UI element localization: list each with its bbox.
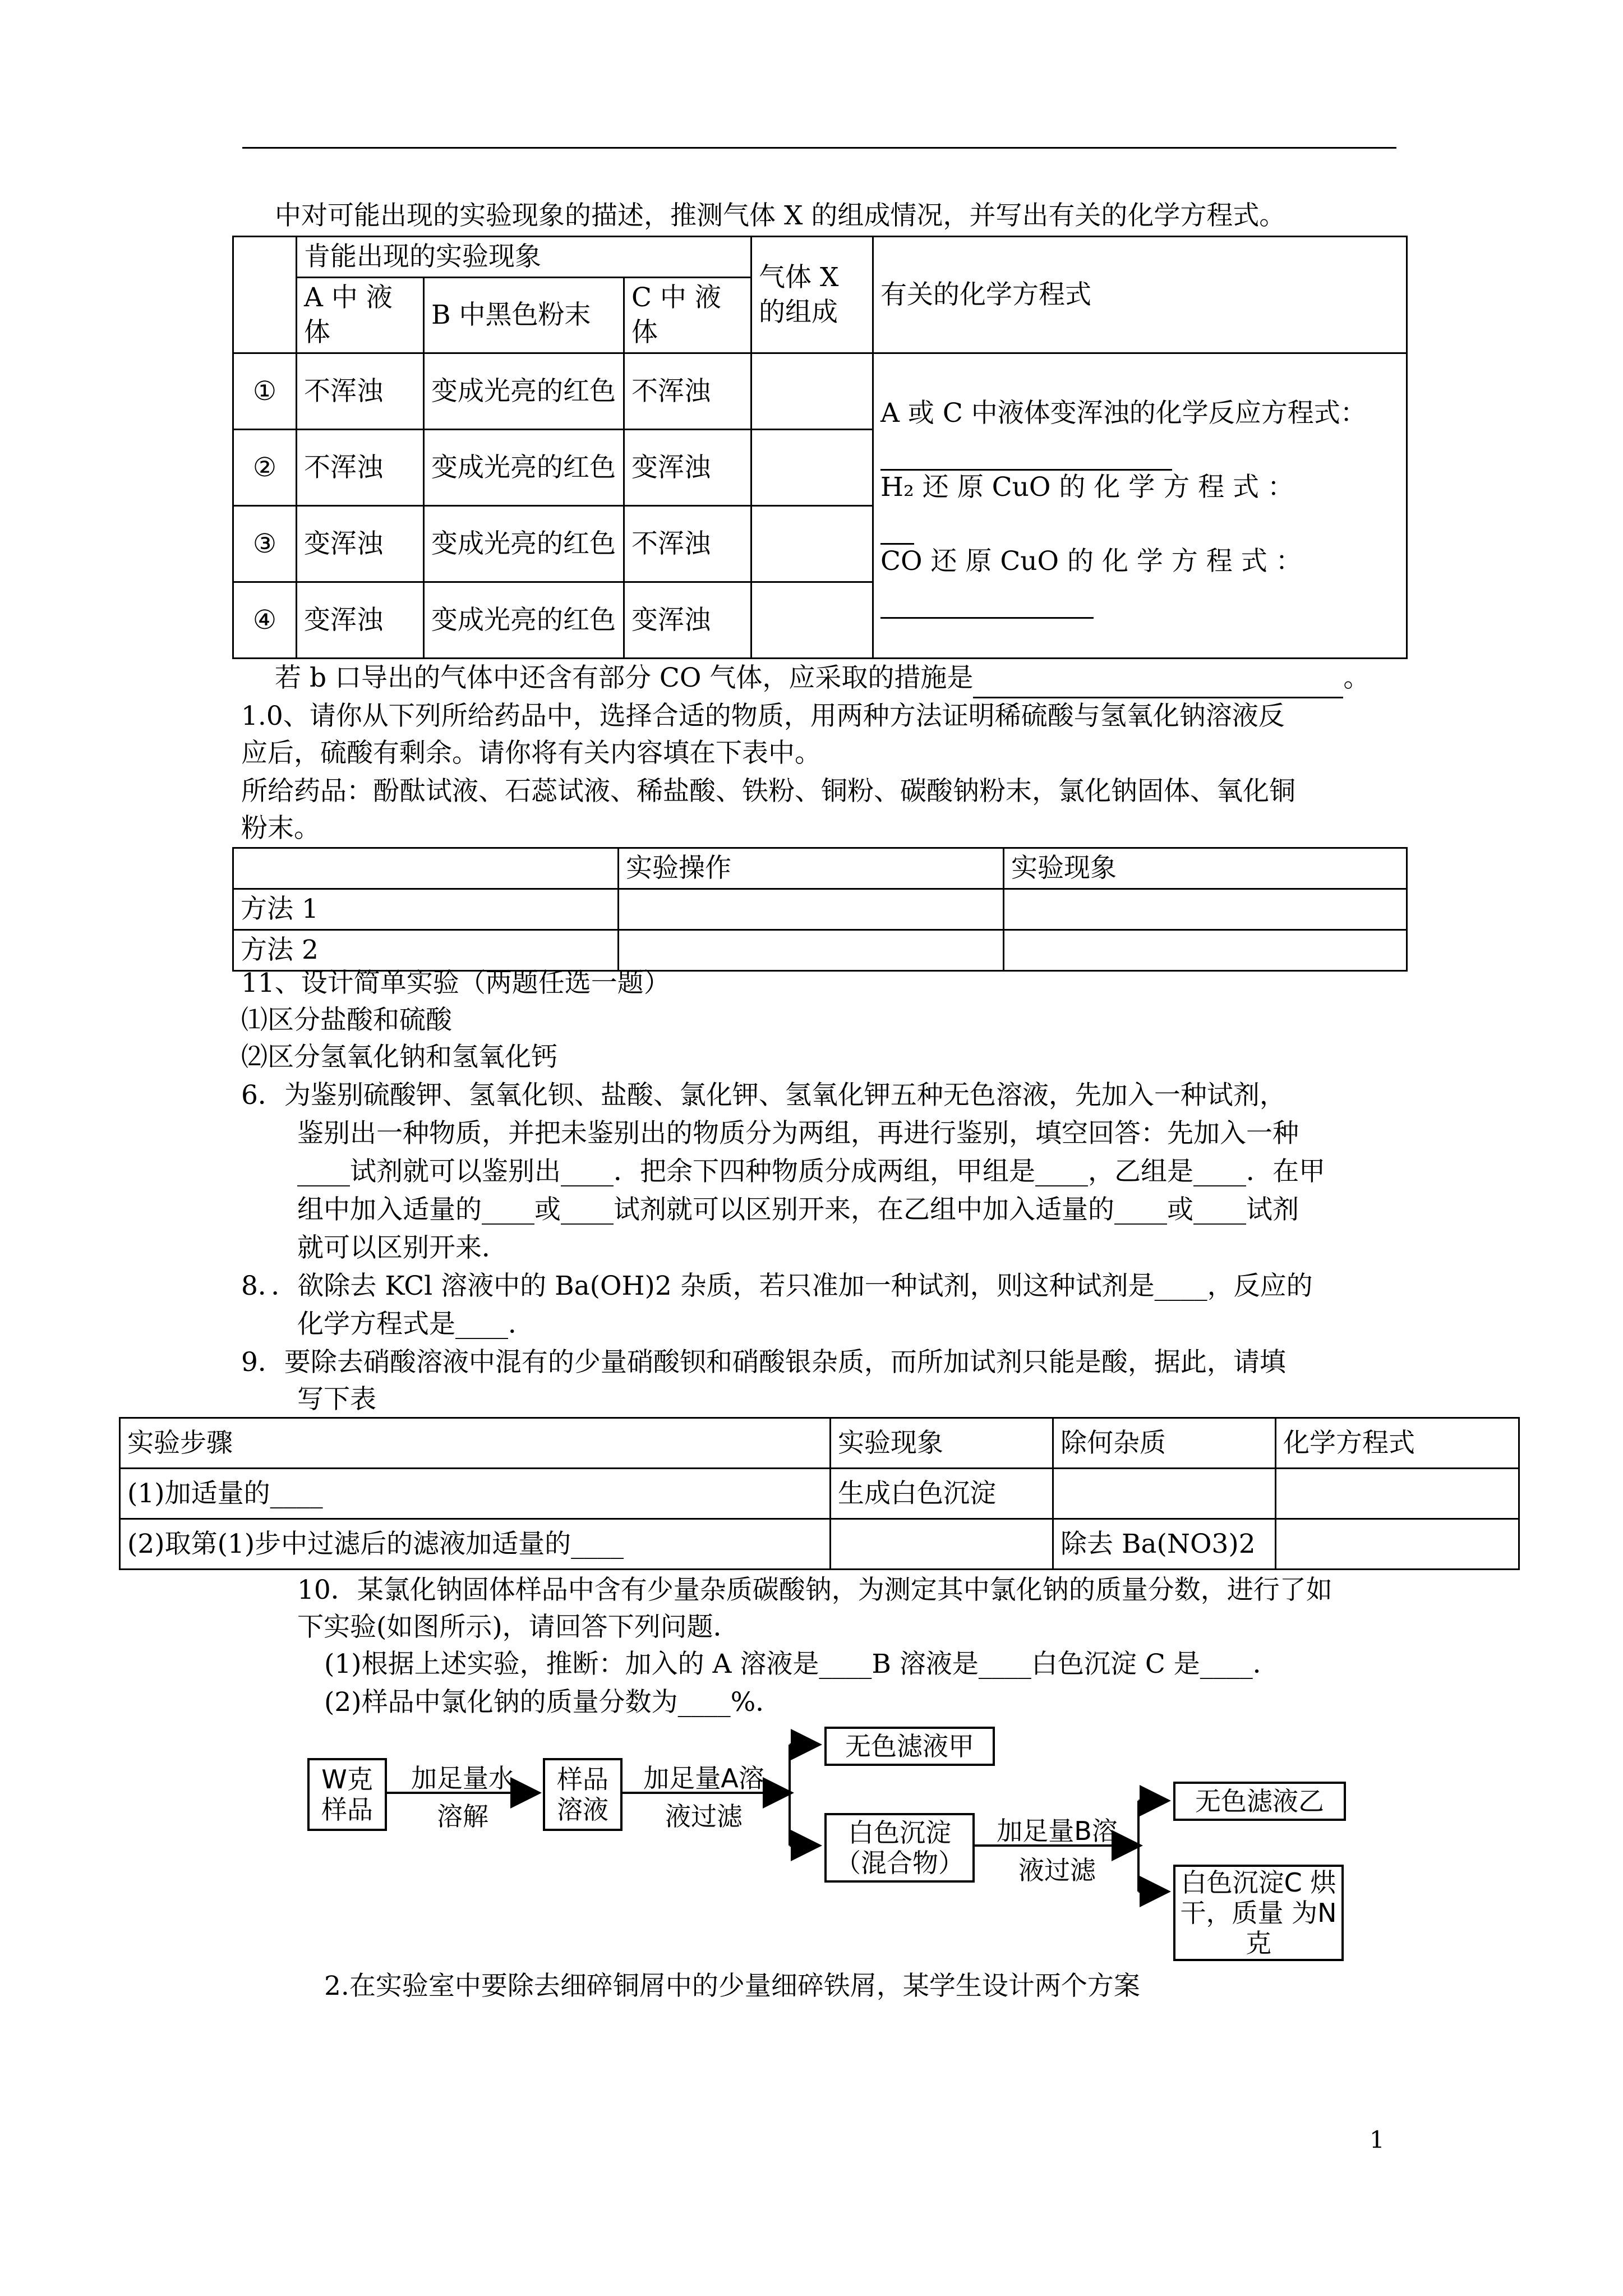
header-gas-x: 气体 X 的组成 [751, 237, 873, 353]
cell-c: 不浑浊 [624, 506, 751, 582]
eq-co-label: CO 还 原 CuO 的 化 学 方 程 式 ： [880, 545, 1302, 577]
cell-a: 变浑浊 [297, 506, 424, 582]
header-step: 实验步骤 [120, 1418, 831, 1469]
intro-line: 中对可能出现的实验现象的描述，推测气体 X 的组成情况，并写出有关的化学方程式。 [275, 200, 1286, 231]
q2-line: 2.在实验室中要除去细碎铜屑中的少量细碎铁屑，某学生设计两个方案 [324, 1971, 1140, 2001]
step-2-impurity: 除去 Ba(NO3)2 [1053, 1519, 1276, 1570]
measure-line: 若 b 口导出的气体中还含有部分 CO 气体，应采取的措施是 。 [275, 660, 1370, 698]
header-phenomenon: 实验现象 [1004, 848, 1407, 889]
q6-line4: 组中加入适量的____或____试剂就可以区别开来，在乙组中加入适量的____或____试剂 [297, 1194, 1299, 1225]
step-1: (1)加适量的____ [120, 1469, 831, 1519]
q6-line2: 鉴别出一种物质，并把未鉴别出的物质分为两组，再进行鉴别，填空回答：先加入一种 [297, 1118, 1299, 1149]
eq-h2-label: H₂ 还 原 CuO 的 化 学 方 程 式 ： [880, 471, 1294, 503]
label-filter-a: 液过滤 [665, 1801, 743, 1832]
step-1-phenomenon: 生成白色沉淀 [831, 1469, 1053, 1519]
q11-item1: ⑴区分盐酸和硫酸 [241, 1005, 452, 1036]
header-a-liquid: A 中 液 体 [297, 278, 424, 353]
measure-text: 若 b 口导出的气体中还含有部分 CO 气体，应采取的措施是 [275, 662, 974, 693]
header-equation: 有关的化学方程式 [873, 237, 1407, 353]
row-number: ② [233, 430, 297, 506]
cell-a: 变浑浊 [297, 582, 424, 659]
row-number: ④ [233, 582, 297, 659]
cell-b: 变成光亮的红色 [424, 430, 624, 506]
cell-c: 不浑浊 [624, 353, 751, 430]
label-add-b: 加足量B溶 [997, 1816, 1118, 1846]
cell-a: 不浑浊 [297, 353, 424, 430]
cell-b: 变成光亮的红色 [424, 582, 624, 659]
box-filtrate-b: 无色滤液乙 [1173, 1782, 1346, 1821]
q6-line1: 6．为鉴别硫酸钾、氢氧化钡、盐酸、氯化钾、氢氧化钾五种无色溶液，先加入一种试剂， [241, 1080, 1286, 1111]
header-phenomena: 肯能出现的实验现象 [297, 237, 751, 278]
box-filtrate-a: 无色滤液甲 [824, 1727, 995, 1766]
header-c-liquid: C 中 液 体 [624, 278, 751, 353]
step-2: (2)取第(1)步中过滤后的滤液加适量的____ [120, 1519, 831, 1570]
box-w-sample: W克 样品 [307, 1758, 387, 1831]
method-1-label: 方法 1 [233, 889, 619, 930]
cell-c: 变浑浊 [624, 582, 751, 659]
q10a-line1: 1.0、请你从下列所给药品中，选择合适的物质，用两种方法证明稀硫酸与氢氧化钠溶液反 [241, 701, 1285, 731]
header-b-powder: B 中黑色粉末 [424, 278, 624, 353]
drugs-line1: 所给药品：酚酞试液、石蕊试液、稀盐酸、铁粉、铜粉、碳酸钠粉末，氯化钠固体、氧化铜 [241, 776, 1295, 807]
q8-line2: 化学方程式是____． [297, 1309, 534, 1340]
box-precipitate-c: 白色沉淀C 烘干，质量 为N克 [1173, 1865, 1344, 1961]
q11-item2: ⑵区分氢氧化钠和氢氧化钙 [241, 1042, 557, 1073]
q8-line1: 8．．欲除去 KCl 溶液中的 Ba(OH)2 杂质，若只准加一种试剂，则这种试剂是____，反应的 [241, 1271, 1313, 1301]
q6-line3: ____试剂就可以鉴别出____．把余下四种物质分成两组，甲组是____，乙组是____．在甲 [297, 1156, 1325, 1187]
q10-line2: 下实验(如图所示)，请回答下列问题． [297, 1612, 740, 1642]
label-add-water: 加足量水 [411, 1763, 514, 1793]
q6-line5: 就可以区别开来． [297, 1232, 508, 1263]
q11-line: 11、设计简单实验（两题任选一题） [241, 968, 670, 999]
header-equation: 化学方程式 [1276, 1418, 1519, 1469]
box-sample-solution: 样品 溶液 [543, 1758, 623, 1831]
drugs-line2: 粉末。 [241, 813, 320, 844]
cell-a: 不浑浊 [297, 430, 424, 506]
cell-c: 变浑浊 [624, 430, 751, 506]
method-2-label: 方法 2 [233, 930, 619, 971]
page-number: 1 [1370, 2126, 1385, 2154]
header-impurity: 除何杂质 [1053, 1418, 1276, 1469]
header-phenomenon: 实验现象 [831, 1418, 1053, 1469]
label-add-a: 加足量A溶 [643, 1763, 764, 1793]
q9-line1: 9．要除去硝酸溶液中混有的少量硝酸钡和硝酸银杂质，而所加试剂只能是酸，据此，请填 [241, 1347, 1286, 1378]
q10-line4: (2)样品中氯化钠的质量分数为____%． [324, 1687, 782, 1718]
q10-line1: 10．某氯化钠固体样品中含有少量杂质碳酸钠，为测定其中氯化钠的质量分数，进行了如 [297, 1575, 1332, 1605]
row-number: ③ [233, 506, 297, 582]
q10a-line2: 应后，硫酸有剩余。请你将有关内容填在下表中。 [241, 738, 821, 769]
q10-line3: (1)根据上述实验，推断：加入的 A 溶液是____B 溶液是____白色沉淀 C 是____． [324, 1649, 1279, 1680]
row-number: ① [233, 353, 297, 430]
cell-b: 变成光亮的红色 [424, 353, 624, 430]
eq-turbid-label: A 或 C 中液体变浑浊的化学反应方程式： [880, 397, 1367, 429]
label-filter-b: 液过滤 [1018, 1855, 1096, 1885]
q9-line2: 写下表 [297, 1384, 376, 1415]
box-white-precipitate: 白色沉淀 （混合物） [824, 1813, 975, 1883]
header-operation: 实验操作 [619, 848, 1004, 889]
cell-b: 变成光亮的红色 [424, 506, 624, 582]
label-dissolve: 溶解 [437, 1801, 488, 1832]
